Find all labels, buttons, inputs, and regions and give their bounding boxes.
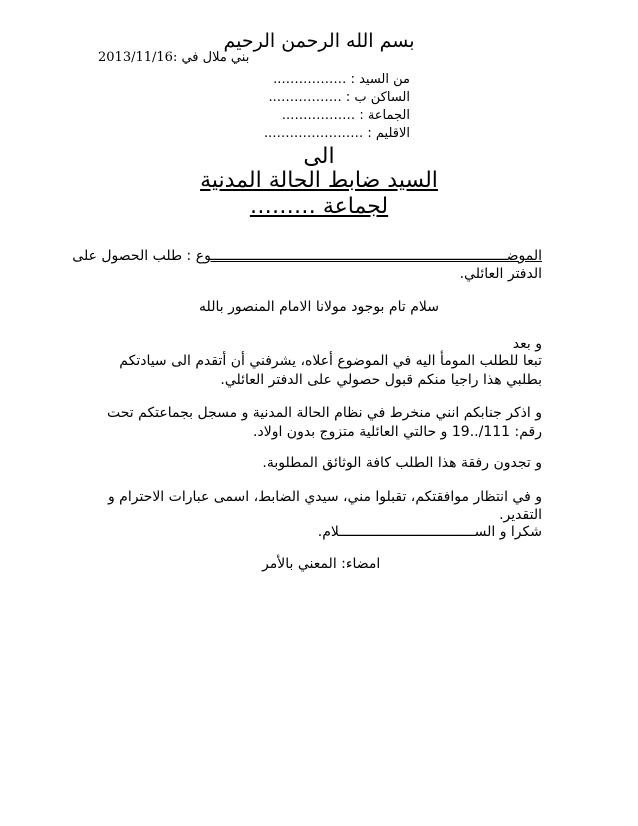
place-date: بني ملال في :2013/11/16 — [98, 50, 250, 65]
body-opening: و بعد — [512, 336, 542, 352]
sender-commune: الجماعة : …………….. — [281, 108, 410, 123]
sender-name: من السيد : …………….. — [273, 72, 410, 87]
subject-line-2: الدفتر العائلي. — [459, 266, 542, 282]
signature: امضاء: المعني بالأمر — [262, 556, 381, 572]
recipient-to: الى — [303, 144, 335, 169]
paragraph-2-line-2: رقم: 111/..19 و حالتي العائلية متزوج بدون اولاد. — [253, 424, 542, 440]
paragraph-1-line-2: بطلبي هذا راجيا منكم قبول حصولي على الدفتر العائلي. — [220, 372, 542, 388]
sender-province: الاقليم : ………………….. — [263, 126, 410, 141]
paragraph-1-line-1: تبعا للطلب المومأ اليه في الموضوع أعلاه، يشرفني أن أتقدم الى سيادتكم — [119, 353, 542, 369]
subject-text: : طلب الحصول على — [72, 248, 196, 264]
greeting: سلام تام بوجود مولانا الامام المنصور بالله — [199, 299, 439, 315]
basmala: بسم الله الرحمن الرحيم — [223, 30, 415, 52]
closing-thanks: شكرا و الســـــــــــــــــــــــــــــــــلام. — [317, 524, 542, 540]
subject-line — [72, 248, 542, 264]
paragraph-3: و تجدون رفقة هذا الطلب كافة الوثائق المطلوبة. — [262, 455, 542, 471]
paragraph-2-line-1: و اذكر جنابكم انني منخرط في نظام الحالة المدنية و مسجل بجماعتكم تحت — [107, 405, 542, 421]
recipient-commune: لجماعة ……… — [249, 194, 389, 219]
subject-label: الموضــــــــــــــــــــــــــــــــــــــــــــــــــــــــــــــــــــــــوع — [195, 248, 542, 264]
paragraph-4-line-1: و في انتظار موافقتكم، تقبلوا مني، سيدي الضابط، اسمى عبارات الاحترام و — [107, 489, 542, 505]
sender-address: الساكن ب : …………….. — [268, 90, 410, 105]
recipient-title: السيد ضابط الحالة المدنية — [200, 168, 438, 193]
paragraph-4-line-2: التقدير. — [499, 507, 542, 523]
